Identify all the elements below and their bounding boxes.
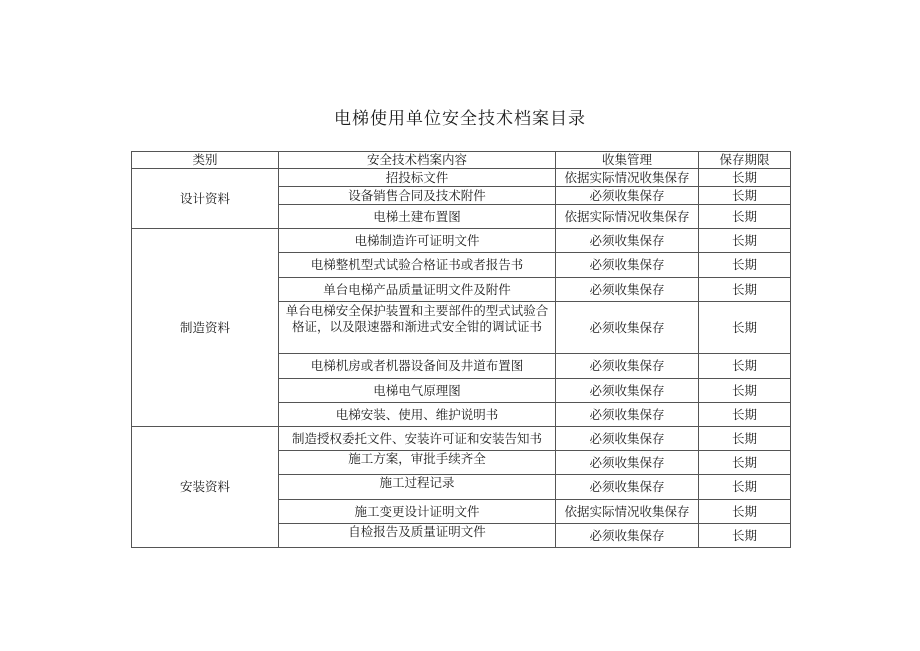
table-row <box>132 427 791 451</box>
period-cell: 长期 <box>699 302 791 354</box>
period-cell: 长期 <box>699 278 791 302</box>
management-cell: 必须收集保存 <box>556 302 699 354</box>
period-cell: 长期 <box>699 187 791 205</box>
period-cell: 长期 <box>699 475 791 500</box>
management-cell: 必须收集保存 <box>556 451 699 475</box>
period-cell: 长期 <box>699 379 791 403</box>
page-title: 电梯使用单位安全技术档案目录 <box>334 109 586 129</box>
category-cell: 设计资料 <box>132 169 279 229</box>
management-cell: 必须收集保存 <box>556 354 699 379</box>
management-cell: 必须收集保存 <box>556 187 699 205</box>
content-cell: 电梯机房或者机器设备间及井道布置图 <box>279 354 556 379</box>
management-cell: 必须收集保存 <box>556 427 699 451</box>
management-cell: 必须收集保存 <box>556 278 699 302</box>
management-cell: 必须收集保存 <box>556 229 699 253</box>
table-row <box>132 169 791 187</box>
period-cell: 长期 <box>699 451 791 475</box>
period-cell: 长期 <box>699 229 791 253</box>
content-cell: 施工方案，审批手续齐全 <box>279 451 556 475</box>
content-cell: 自检报告及质量证明文件 <box>279 524 556 548</box>
period-cell: 长期 <box>699 205 791 229</box>
table-row <box>132 229 791 253</box>
content-cell: 单台电梯安全保护装置和主要部件的型式试验合格证，以及限速器和渐进式安全钳的调试证书 <box>279 302 556 354</box>
content-cell: 电梯安装、使用、维护说明书 <box>279 403 556 427</box>
header-content: 安全技术档案内容 <box>279 152 556 169</box>
management-cell: 依据实际情况收集保存 <box>556 500 699 524</box>
period-cell: 长期 <box>699 403 791 427</box>
content-cell: 制造授权委托文件、安装许可证和安装告知书 <box>279 427 556 451</box>
table-header-row <box>132 152 791 169</box>
period-cell: 长期 <box>699 524 791 548</box>
content-cell: 单台电梯产品质量证明文件及附件 <box>279 278 556 302</box>
header-period: 保存期限 <box>699 152 791 169</box>
category-cell: 安装资料 <box>132 427 279 548</box>
period-cell: 长期 <box>699 500 791 524</box>
category-cell: 制造资料 <box>132 229 279 427</box>
header-category: 类别 <box>132 152 279 169</box>
management-cell: 必须收集保存 <box>556 524 699 548</box>
header-management: 收集管理 <box>556 152 699 169</box>
management-cell: 必须收集保存 <box>556 403 699 427</box>
period-cell: 长期 <box>699 169 791 187</box>
content-cell: 设备销售合同及技术附件 <box>279 187 556 205</box>
content-cell: 施工变更设计证明文件 <box>279 500 556 524</box>
management-cell: 依据实际情况收集保存 <box>556 205 699 229</box>
management-cell: 必须收集保存 <box>556 379 699 403</box>
content-cell: 施工过程记录 <box>279 475 556 500</box>
management-cell: 依据实际情况收集保存 <box>556 169 699 187</box>
period-cell: 长期 <box>699 253 791 278</box>
management-cell: 必须收集保存 <box>556 475 699 500</box>
content-cell: 电梯土建布置图 <box>279 205 556 229</box>
management-cell: 必须收集保存 <box>556 253 699 278</box>
archive-table <box>131 151 791 548</box>
content-cell: 电梯制造许可证明文件 <box>279 229 556 253</box>
period-cell: 长期 <box>699 354 791 379</box>
period-cell: 长期 <box>699 427 791 451</box>
content-cell: 电梯整机型式试验合格证书或者报告书 <box>279 253 556 278</box>
content-cell: 电梯电气原理图 <box>279 379 556 403</box>
content-cell: 招投标文件 <box>279 169 556 187</box>
